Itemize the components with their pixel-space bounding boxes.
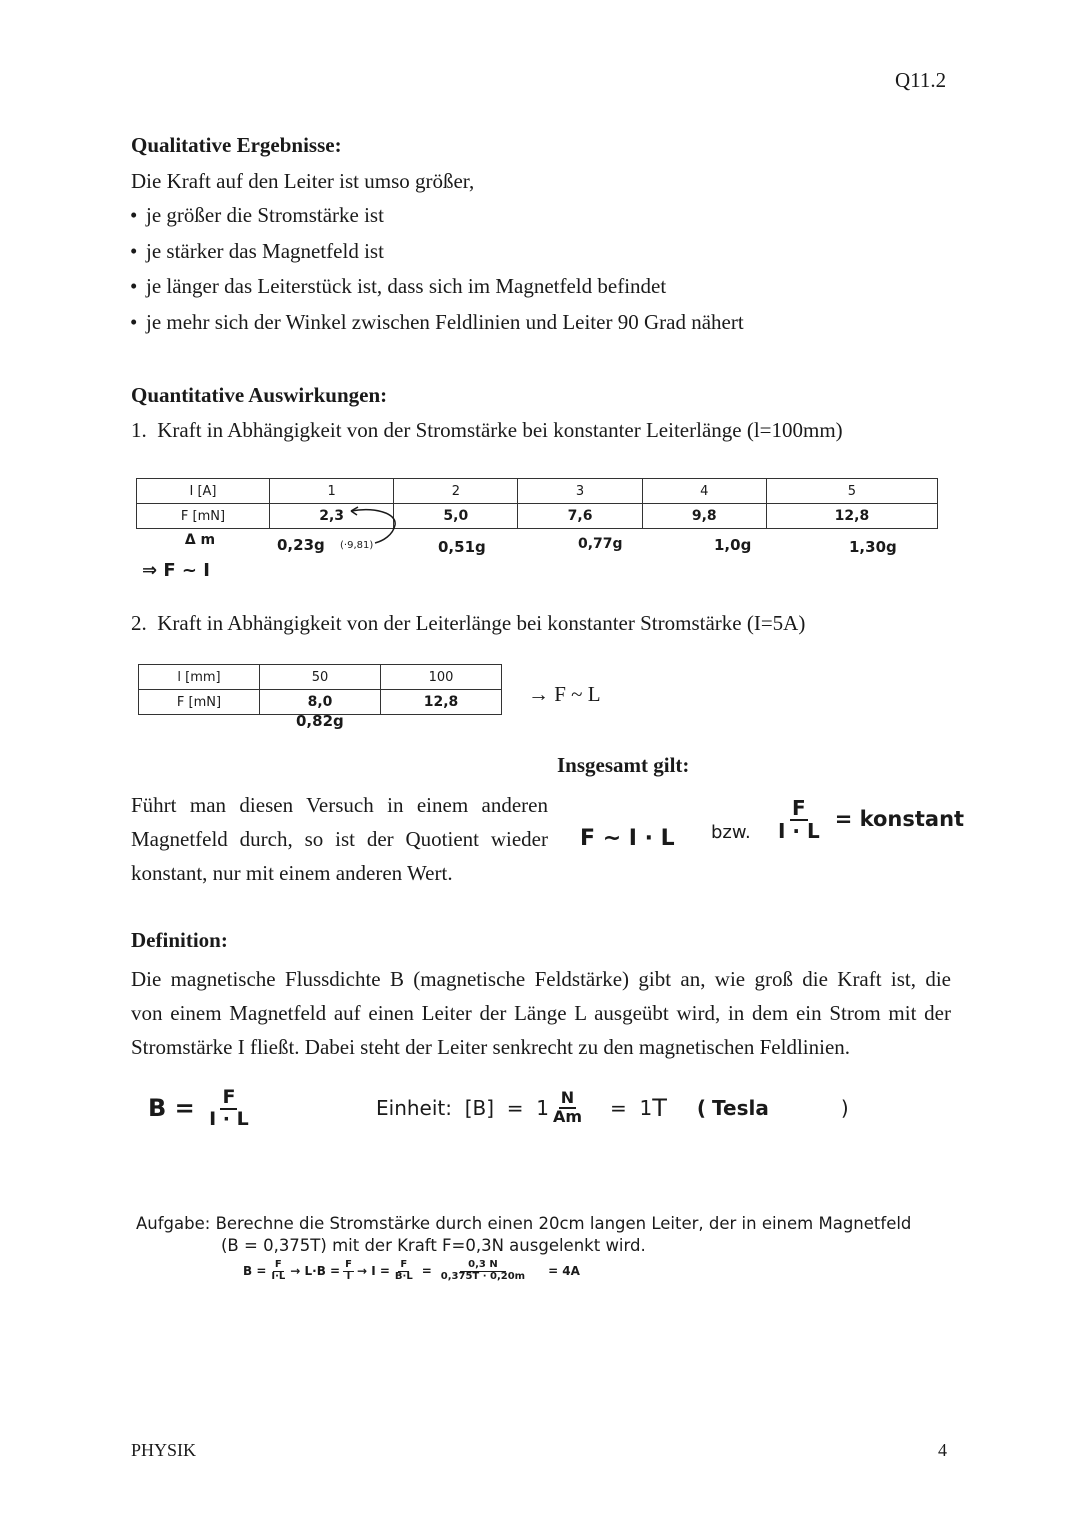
- solution-text: → L·B =: [290, 1264, 341, 1278]
- unit-name: Tesla: [712, 1095, 769, 1120]
- page-number: 4: [938, 1440, 947, 1460]
- length-force-table: [138, 664, 502, 715]
- table-row: [137, 504, 938, 529]
- paragraph-line: konstant, nur mit einem anderen Wert.: [131, 861, 453, 885]
- table-cell: 2,3: [270, 504, 394, 529]
- formula-lhs: B =: [148, 1093, 195, 1122]
- conclusion-f-l: → F ~ L: [528, 682, 601, 706]
- paragraph-line: Die magnetische Flussdichte B (magnetische Feldstärke) gibt an, wie groß die Kraft ist, die: [131, 967, 951, 991]
- footer-subject: PHYSIK: [131, 1440, 197, 1460]
- unit-close-paren: ): [840, 1095, 849, 1120]
- list-item: • je mehr sich der Winkel zwischen Feldlinien und Leiter 90 Grad nähert: [128, 305, 928, 341]
- table-cell: 8,0: [260, 690, 381, 715]
- formula-denominator: I · L: [209, 1107, 249, 1130]
- mass-value: 0,77g: [578, 536, 623, 552]
- quantitative-item-1: 1. Kraft in Abhängigkeit von der Stromstärke bei konstanter Leiterlänge (l=100mm): [131, 418, 843, 442]
- unit-open-paren: (: [696, 1095, 707, 1120]
- solution-numerator: 0,3 N: [460, 1260, 506, 1272]
- table-cell: 3: [518, 479, 642, 504]
- table-cell: 7,6: [518, 504, 642, 529]
- connector-text: bzw.: [711, 822, 751, 843]
- table-row: [139, 665, 502, 690]
- table-cell: 12,8: [381, 690, 502, 715]
- table-row: [137, 479, 938, 504]
- mass-value: 0,51g: [438, 538, 486, 556]
- solution-text: → I =: [356, 1264, 390, 1278]
- table-cell: 1: [270, 479, 394, 504]
- header-label: Q11.2: [895, 68, 947, 92]
- current-force-table: [136, 478, 938, 529]
- table-header-current: I [A]: [137, 479, 270, 504]
- solution-denominator: 0,375T · 0,20m: [440, 1270, 526, 1282]
- task-line-2: (B = 0,375T) mit der Kraft F=0,3N ausgelenkt wird.: [221, 1236, 646, 1255]
- mass-value: 0,23g: [277, 536, 325, 554]
- mass-value: 0,82g: [296, 712, 344, 730]
- unit-label: Einheit: [B] = 1: [376, 1095, 549, 1120]
- unit-numerator: N: [560, 1088, 575, 1107]
- table-header-force: F [mN]: [139, 690, 260, 715]
- task-solution: [243, 1260, 580, 1282]
- task-label: Aufgabe:: [136, 1214, 211, 1233]
- solution-numerator: F: [345, 1259, 352, 1270]
- paragraph-line: Führt man diesen Versuch in einem anderen: [131, 793, 548, 817]
- table-cell: 50: [260, 665, 381, 690]
- solution-denominator: I·L: [271, 1270, 286, 1282]
- formula-numerator: F: [222, 1086, 236, 1108]
- qualitative-bullet-list: [128, 198, 928, 340]
- list-item: • je stärker das Magnetfeld ist: [128, 234, 928, 270]
- table-cell: 4: [642, 479, 766, 504]
- table-cell: 9,8: [642, 504, 766, 529]
- mass-note: (·9,81): [340, 540, 374, 551]
- unit-equals: = 1: [610, 1095, 653, 1120]
- summary-heading: Insgesamt gilt:: [557, 753, 690, 777]
- curved-arrow-icon: [345, 503, 405, 553]
- table-cell: 5: [766, 479, 937, 504]
- proportion-formula: F ~ I · L: [580, 826, 675, 851]
- table-header-length: l [mm]: [139, 665, 260, 690]
- paragraph-line: Magnetfeld durch, so ist der Quotient wieder: [131, 827, 548, 851]
- quotient-denominator: I · L: [778, 819, 820, 843]
- task-line-1: Berechne die Stromstärke durch einen 20cm langen Leiter, der in einem Magnetfeld: [215, 1214, 912, 1233]
- mass-value: 1,0g: [714, 536, 752, 554]
- paragraph-line: Stromstärke I fließt. Dabei steht der Leiter senkrecht zu den magnetischen Feldlinien.: [131, 1035, 851, 1059]
- quotient-formula: [776, 798, 964, 842]
- solution-denominator: B·L: [394, 1270, 413, 1282]
- definition-text: [131, 962, 951, 1064]
- task-block: [136, 1213, 911, 1257]
- unit-denominator: Am: [552, 1106, 583, 1126]
- conclusion-f-i: ⇒ F ~ I: [142, 560, 210, 581]
- qualitative-heading: Qualitative Ergebnisse:: [131, 133, 342, 157]
- summary-paragraph: [131, 788, 548, 890]
- table-header-force: F [mN]: [137, 504, 270, 529]
- mass-value: 1,30g: [849, 538, 897, 556]
- unit-symbol: T: [652, 1093, 667, 1122]
- solution-denominator: I: [346, 1270, 351, 1282]
- solution-text: B =: [243, 1264, 267, 1278]
- quotient-numerator: F: [792, 796, 806, 820]
- solution-numerator: F: [274, 1259, 282, 1270]
- list-item: • je größer die Stromstärke ist: [128, 198, 928, 234]
- table-row: [139, 690, 502, 715]
- quotient-rhs: = konstant: [834, 806, 965, 831]
- table-cell: 100: [381, 665, 502, 690]
- solution-text: =: [421, 1264, 432, 1278]
- definition-heading: Definition:: [131, 928, 228, 952]
- quantitative-heading: Quantitative Auswirkungen:: [131, 383, 388, 407]
- table-cell: 2: [394, 479, 518, 504]
- qualitative-intro: Die Kraft auf den Leiter ist umso größer,: [131, 169, 475, 193]
- table-cell: 5,0: [394, 504, 518, 529]
- list-item: • je länger das Leiterstück ist, dass sich im Magnetfeld befindet: [128, 269, 928, 305]
- table-cell: 12,8: [766, 504, 937, 529]
- quantitative-item-2: 2. Kraft in Abhängigkeit von der Leiterlänge bei konstanter Stromstärke (I=5A): [131, 611, 806, 635]
- definition-formula: [148, 1088, 251, 1130]
- solution-result: = 4A: [548, 1264, 580, 1278]
- delta-m-label: Δ m: [184, 532, 216, 548]
- unit-line: [376, 1090, 849, 1126]
- solution-numerator: F: [400, 1259, 408, 1270]
- paragraph-line: von einem Magnetfeld auf einen Leiter der Länge L ausgeübt wird, in dem ein Strom mit der: [131, 1001, 951, 1025]
